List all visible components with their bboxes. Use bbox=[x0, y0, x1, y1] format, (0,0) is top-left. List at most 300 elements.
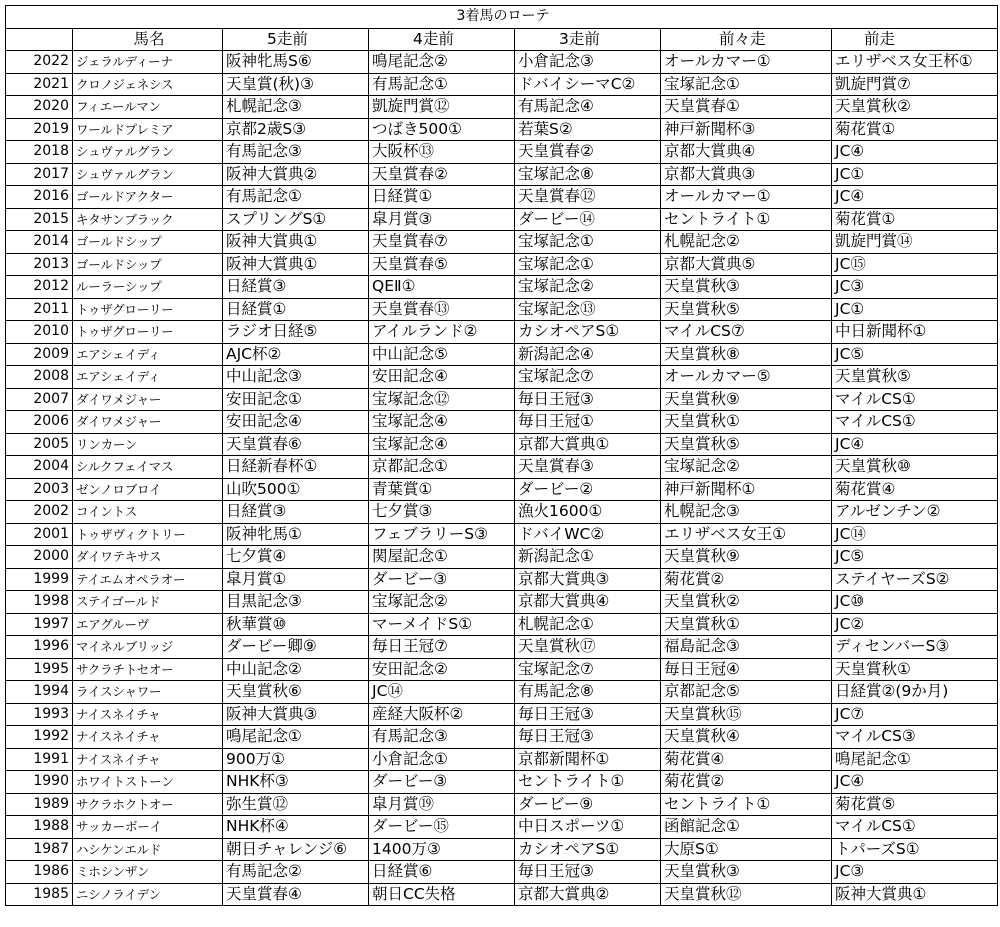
table-row bbox=[6, 298, 998, 321]
sheet-title[interactable]: 3着馬のローテ bbox=[6, 6, 998, 29]
race-last-cell[interactable]: マイルCS① bbox=[832, 388, 998, 411]
race-3-back-cell[interactable]: 京都大賞典② bbox=[515, 883, 661, 906]
race-3-back-cell[interactable]: 京都大賞典③ bbox=[515, 568, 661, 591]
race-last-cell[interactable]: JC⑭ bbox=[832, 523, 998, 546]
race-2-back-cell[interactable]: 天皇賞秋⑨ bbox=[661, 388, 832, 411]
race-2-back-cell[interactable]: 天皇賞秋① bbox=[661, 613, 832, 636]
table-row bbox=[6, 411, 998, 434]
table-row bbox=[6, 163, 998, 186]
header-cell-r3[interactable]: 3走前 bbox=[515, 28, 661, 51]
race-last-cell[interactable]: ディセンバーS③ bbox=[832, 636, 998, 659]
race-4-back-cell[interactable]: つばき500① bbox=[369, 118, 515, 141]
race-4-back-cell[interactable]: 毎日王冠⑦ bbox=[369, 636, 515, 659]
race-2-back-cell[interactable]: 天皇賞秋⑧ bbox=[661, 343, 832, 366]
race-3-back-cell[interactable]: 宝塚記念① bbox=[515, 231, 661, 254]
race-2-back-cell[interactable]: 菊花賞② bbox=[661, 771, 832, 794]
race-last-cell[interactable]: JC⑩ bbox=[832, 591, 998, 614]
race-2-back-cell[interactable]: 天皇賞秋② bbox=[661, 591, 832, 614]
race-last-cell[interactable]: エリザベス女王杯① bbox=[832, 51, 998, 74]
table-row bbox=[6, 546, 998, 569]
race-3-back-cell[interactable]: ダービー② bbox=[515, 478, 661, 501]
year-cell[interactable]: 2019 bbox=[6, 118, 73, 141]
table-row bbox=[6, 343, 998, 366]
race-last-cell[interactable]: JC④ bbox=[832, 771, 998, 794]
race-5-back-cell[interactable]: 安田記念① bbox=[223, 388, 369, 411]
race-3-back-cell[interactable]: 新潟記念④ bbox=[515, 343, 661, 366]
table-row bbox=[6, 613, 998, 636]
race-4-back-cell[interactable]: 日経賞⑥ bbox=[369, 861, 515, 884]
header-cell-horse[interactable]: 馬名 bbox=[73, 28, 223, 51]
race-4-back-cell[interactable]: 天皇賞春② bbox=[369, 163, 515, 186]
race-3-back-cell[interactable]: 中日スポーツ① bbox=[515, 816, 661, 839]
horse-name-cell[interactable]: サクラホクトオー bbox=[73, 793, 223, 816]
race-last-cell[interactable]: 菊花賞④ bbox=[832, 478, 998, 501]
race-4-back-cell[interactable]: ダービー③ bbox=[369, 568, 515, 591]
race-2-back-cell[interactable]: 宝塚記念① bbox=[661, 73, 832, 96]
race-2-back-cell[interactable]: 天皇賞秋⑤ bbox=[661, 433, 832, 456]
table-row bbox=[6, 748, 998, 771]
race-5-back-cell[interactable]: 天皇賞春⑥ bbox=[223, 433, 369, 456]
race-2-back-cell[interactable]: セントライト① bbox=[661, 208, 832, 231]
horse-name-cell[interactable]: トゥザグローリー bbox=[73, 321, 223, 344]
race-4-back-cell[interactable]: 有馬記念③ bbox=[369, 726, 515, 749]
race-4-back-cell[interactable]: ダービー③ bbox=[369, 771, 515, 794]
race-last-cell[interactable]: 凱旋門賞⑭ bbox=[832, 231, 998, 254]
race-5-back-cell[interactable]: 七夕賞④ bbox=[223, 546, 369, 569]
race-4-back-cell[interactable]: QEⅡ① bbox=[369, 276, 515, 299]
race-5-back-cell[interactable]: 鳴尾記念① bbox=[223, 726, 369, 749]
race-3-back-cell[interactable]: ダービー⑭ bbox=[515, 208, 661, 231]
race-3-back-cell[interactable]: 札幌記念① bbox=[515, 613, 661, 636]
race-4-back-cell[interactable]: 宝塚記念④ bbox=[369, 411, 515, 434]
horse-name-cell[interactable]: キタサンブラック bbox=[73, 208, 223, 231]
race-3-back-cell[interactable]: 有馬記念④ bbox=[515, 96, 661, 119]
horse-name-cell[interactable]: コイントス bbox=[73, 501, 223, 524]
table-row bbox=[6, 501, 998, 524]
race-5-back-cell[interactable]: 日経賞③ bbox=[223, 276, 369, 299]
race-5-back-cell[interactable]: 阪神大賞典② bbox=[223, 163, 369, 186]
race-5-back-cell[interactable]: 阪神牝馬① bbox=[223, 523, 369, 546]
year-cell[interactable]: 1994 bbox=[6, 681, 73, 704]
race-3-back-cell[interactable]: 宝塚記念① bbox=[515, 253, 661, 276]
race-5-back-cell[interactable]: 中山記念③ bbox=[223, 366, 369, 389]
horse-name-cell[interactable]: ナイスネイチャ bbox=[73, 703, 223, 726]
race-last-cell[interactable]: マイルCS① bbox=[832, 411, 998, 434]
year-cell[interactable]: 2010 bbox=[6, 321, 73, 344]
year-cell[interactable]: 1993 bbox=[6, 703, 73, 726]
race-2-back-cell[interactable]: 天皇賞秋⑮ bbox=[661, 703, 832, 726]
race-5-back-cell[interactable]: スプリングS① bbox=[223, 208, 369, 231]
race-4-back-cell[interactable]: 皐月賞③ bbox=[369, 208, 515, 231]
horse-name-cell[interactable]: ナイスネイチャ bbox=[73, 726, 223, 749]
race-2-back-cell[interactable]: 京都記念⑤ bbox=[661, 681, 832, 704]
race-4-back-cell[interactable]: 日経賞① bbox=[369, 186, 515, 209]
race-4-back-cell[interactable]: 天皇賞春⑦ bbox=[369, 231, 515, 254]
horse-name-cell[interactable]: ニシノライデン bbox=[73, 883, 223, 906]
race-3-back-cell[interactable]: 毎日王冠③ bbox=[515, 726, 661, 749]
race-3-back-cell[interactable]: 天皇賞春③ bbox=[515, 456, 661, 479]
year-cell[interactable]: 2009 bbox=[6, 343, 73, 366]
race-5-back-cell[interactable]: NHK杯④ bbox=[223, 816, 369, 839]
year-cell[interactable]: 2007 bbox=[6, 388, 73, 411]
race-2-back-cell[interactable]: 神戸新聞杯③ bbox=[661, 118, 832, 141]
year-cell[interactable]: 1987 bbox=[6, 838, 73, 861]
race-last-cell[interactable]: JC① bbox=[832, 163, 998, 186]
header-cell-r2[interactable]: 前々走 bbox=[661, 28, 832, 51]
year-cell[interactable]: 1985 bbox=[6, 883, 73, 906]
race-5-back-cell[interactable]: ラジオ日経⑤ bbox=[223, 321, 369, 344]
race-3-back-cell[interactable]: 京都大賞典① bbox=[515, 433, 661, 456]
horse-name-cell[interactable]: ゴールドシップ bbox=[73, 253, 223, 276]
horse-name-cell[interactable]: ワールドプレミア bbox=[73, 118, 223, 141]
race-2-back-cell[interactable]: 天皇賞秋① bbox=[661, 411, 832, 434]
year-cell[interactable]: 2016 bbox=[6, 186, 73, 209]
race-2-back-cell[interactable]: 天皇賞秋③ bbox=[661, 861, 832, 884]
race-5-back-cell[interactable]: AJC杯② bbox=[223, 343, 369, 366]
race-5-back-cell[interactable]: 朝日チャレンジ⑥ bbox=[223, 838, 369, 861]
race-2-back-cell[interactable]: オールカマー① bbox=[661, 51, 832, 74]
race-5-back-cell[interactable]: 900万① bbox=[223, 748, 369, 771]
race-3-back-cell[interactable]: 毎日王冠① bbox=[515, 411, 661, 434]
race-3-back-cell[interactable]: ドバイWC② bbox=[515, 523, 661, 546]
race-3-back-cell[interactable]: 毎日王冠③ bbox=[515, 861, 661, 884]
year-cell[interactable]: 2004 bbox=[6, 456, 73, 479]
race-4-back-cell[interactable]: 宝塚記念② bbox=[369, 591, 515, 614]
race-3-back-cell[interactable]: 新潟記念① bbox=[515, 546, 661, 569]
race-last-cell[interactable]: 天皇賞秋① bbox=[832, 658, 998, 681]
race-2-back-cell[interactable]: 京都大賞典⑤ bbox=[661, 253, 832, 276]
table-row bbox=[6, 523, 998, 546]
horse-name-cell[interactable]: テイエムオペラオー bbox=[73, 568, 223, 591]
horse-name-cell[interactable]: ハシケンエルド bbox=[73, 838, 223, 861]
race-2-back-cell[interactable]: 菊花賞④ bbox=[661, 748, 832, 771]
year-cell[interactable]: 1995 bbox=[6, 658, 73, 681]
race-5-back-cell[interactable]: 天皇賞秋⑥ bbox=[223, 681, 369, 704]
table-row bbox=[6, 568, 998, 591]
race-4-back-cell[interactable]: 安田記念④ bbox=[369, 366, 515, 389]
horse-name-cell[interactable]: ゴールドシップ bbox=[73, 231, 223, 254]
table-row bbox=[6, 51, 998, 74]
race-3-back-cell[interactable]: カシオペアS① bbox=[515, 838, 661, 861]
race-5-back-cell[interactable]: 京都2歳S③ bbox=[223, 118, 369, 141]
race-5-back-cell[interactable]: 天皇賞(秋)③ bbox=[223, 73, 369, 96]
year-cell[interactable]: 2011 bbox=[6, 298, 73, 321]
race-2-back-cell[interactable]: 京都大賞典④ bbox=[661, 141, 832, 164]
race-2-back-cell[interactable]: 天皇賞春① bbox=[661, 96, 832, 119]
race-4-back-cell[interactable]: 有馬記念① bbox=[369, 73, 515, 96]
year-cell[interactable]: 1999 bbox=[6, 568, 73, 591]
horse-name-cell[interactable]: エアシェイディ bbox=[73, 343, 223, 366]
race-2-back-cell[interactable]: オールカマー① bbox=[661, 186, 832, 209]
year-cell[interactable]: 2021 bbox=[6, 73, 73, 96]
race-4-back-cell[interactable]: 皐月賞⑲ bbox=[369, 793, 515, 816]
year-cell[interactable]: 2008 bbox=[6, 366, 73, 389]
race-5-back-cell[interactable]: 弥生賞⑫ bbox=[223, 793, 369, 816]
horse-name-cell[interactable]: マイネルブリッジ bbox=[73, 636, 223, 659]
race-5-back-cell[interactable]: 阪神大賞典③ bbox=[223, 703, 369, 726]
race-5-back-cell[interactable]: 札幌記念③ bbox=[223, 96, 369, 119]
race-5-back-cell[interactable]: 安田記念④ bbox=[223, 411, 369, 434]
table-row bbox=[6, 478, 998, 501]
race-last-cell[interactable]: JC⑤ bbox=[832, 546, 998, 569]
race-4-back-cell[interactable]: 宝塚記念④ bbox=[369, 433, 515, 456]
race-4-back-cell[interactable]: 京都記念① bbox=[369, 456, 515, 479]
race-3-back-cell[interactable]: 宝塚記念⑧ bbox=[515, 163, 661, 186]
table-row bbox=[6, 793, 998, 816]
header-cell-r1[interactable]: 前走 bbox=[832, 28, 998, 51]
horse-name-cell[interactable]: ダイワメジャー bbox=[73, 411, 223, 434]
race-3-back-cell[interactable]: 漁火1600① bbox=[515, 501, 661, 524]
header-cell-r5[interactable]: 5走前 bbox=[223, 28, 369, 51]
horse-name-cell[interactable]: シュヴァルグラン bbox=[73, 163, 223, 186]
year-cell[interactable]: 2017 bbox=[6, 163, 73, 186]
race-3-back-cell[interactable]: 京都大賞典④ bbox=[515, 591, 661, 614]
horse-name-cell[interactable]: リンカーン bbox=[73, 433, 223, 456]
race-last-cell[interactable]: 天皇賞秋⑤ bbox=[832, 366, 998, 389]
race-2-back-cell[interactable]: マイルCS⑦ bbox=[661, 321, 832, 344]
year-cell[interactable]: 2018 bbox=[6, 141, 73, 164]
race-5-back-cell[interactable]: 阪神牝馬S⑥ bbox=[223, 51, 369, 74]
race-5-back-cell[interactable]: 日経新春杯① bbox=[223, 456, 369, 479]
race-2-back-cell[interactable]: 宝塚記念② bbox=[661, 456, 832, 479]
horse-name-cell[interactable]: トゥザグローリー bbox=[73, 298, 223, 321]
table-row bbox=[6, 321, 998, 344]
race-2-back-cell[interactable]: 毎日王冠④ bbox=[661, 658, 832, 681]
race-3-back-cell[interactable]: 宝塚記念⑬ bbox=[515, 298, 661, 321]
race-2-back-cell[interactable]: 函館記念① bbox=[661, 816, 832, 839]
race-3-back-cell[interactable]: 宝塚記念⑦ bbox=[515, 366, 661, 389]
race-5-back-cell[interactable]: 目黒記念③ bbox=[223, 591, 369, 614]
race-4-back-cell[interactable]: 天皇賞春⑤ bbox=[369, 253, 515, 276]
year-cell[interactable]: 2014 bbox=[6, 231, 73, 254]
race-4-back-cell[interactable]: 大阪杯⑬ bbox=[369, 141, 515, 164]
race-2-back-cell[interactable]: 札幌記念③ bbox=[661, 501, 832, 524]
race-3-back-cell[interactable]: ドバイシーマC② bbox=[515, 73, 661, 96]
race-5-back-cell[interactable]: 有馬記念① bbox=[223, 186, 369, 209]
race-5-back-cell[interactable]: 皐月賞① bbox=[223, 568, 369, 591]
horse-name-cell[interactable]: エアグルーヴ bbox=[73, 613, 223, 636]
horse-name-cell[interactable]: サッカーボーイ bbox=[73, 816, 223, 839]
race-3-back-cell[interactable]: 天皇賞春⑫ bbox=[515, 186, 661, 209]
horse-name-cell[interactable]: シルクフェイマス bbox=[73, 456, 223, 479]
race-5-back-cell[interactable]: ダービー卿⑨ bbox=[223, 636, 369, 659]
race-2-back-cell[interactable]: 福島記念③ bbox=[661, 636, 832, 659]
race-5-back-cell[interactable]: NHK杯③ bbox=[223, 771, 369, 794]
race-4-back-cell[interactable]: 小倉記念① bbox=[369, 748, 515, 771]
race-2-back-cell[interactable]: 札幌記念② bbox=[661, 231, 832, 254]
race-2-back-cell[interactable]: 神戸新聞杯① bbox=[661, 478, 832, 501]
table-row bbox=[6, 771, 998, 794]
year-cell[interactable]: 2002 bbox=[6, 501, 73, 524]
year-cell[interactable]: 2006 bbox=[6, 411, 73, 434]
header-cell-r4[interactable]: 4走前 bbox=[369, 28, 515, 51]
horse-name-cell[interactable]: シュヴァルグラン bbox=[73, 141, 223, 164]
race-last-cell[interactable]: 鳴尾記念① bbox=[832, 748, 998, 771]
horse-name-cell[interactable]: ダイワテキサス bbox=[73, 546, 223, 569]
table-row bbox=[6, 636, 998, 659]
race-last-cell[interactable]: JC② bbox=[832, 613, 998, 636]
race-5-back-cell[interactable]: 有馬記念③ bbox=[223, 141, 369, 164]
race-4-back-cell[interactable]: 七夕賞③ bbox=[369, 501, 515, 524]
race-4-back-cell[interactable]: ダービー⑮ bbox=[369, 816, 515, 839]
race-4-back-cell[interactable]: 産経大阪杯② bbox=[369, 703, 515, 726]
race-last-cell[interactable]: 菊花賞① bbox=[832, 208, 998, 231]
race-last-cell[interactable]: トパーズS① bbox=[832, 838, 998, 861]
horse-name-cell[interactable]: ダイワメジャー bbox=[73, 388, 223, 411]
race-2-back-cell[interactable]: 大原S① bbox=[661, 838, 832, 861]
race-4-back-cell[interactable]: 青葉賞① bbox=[369, 478, 515, 501]
race-last-cell[interactable]: JC① bbox=[832, 298, 998, 321]
race-3-back-cell[interactable]: 有馬記念⑧ bbox=[515, 681, 661, 704]
race-4-back-cell[interactable]: 天皇賞春⑬ bbox=[369, 298, 515, 321]
race-2-back-cell[interactable]: エリザベス女王① bbox=[661, 523, 832, 546]
race-2-back-cell[interactable]: 天皇賞秋⑨ bbox=[661, 546, 832, 569]
race-3-back-cell[interactable]: セントライト① bbox=[515, 771, 661, 794]
horse-name-cell[interactable]: ゴールドアクター bbox=[73, 186, 223, 209]
race-5-back-cell[interactable]: 阪神大賞典① bbox=[223, 253, 369, 276]
race-last-cell[interactable]: 天皇賞秋② bbox=[832, 96, 998, 119]
year-cell[interactable]: 2022 bbox=[6, 51, 73, 74]
horse-name-cell[interactable]: クロノジェネシス bbox=[73, 73, 223, 96]
race-last-cell[interactable]: 日経賞②(9か月) bbox=[832, 681, 998, 704]
race-4-back-cell[interactable]: マーメイドS① bbox=[369, 613, 515, 636]
race-4-back-cell[interactable]: 中山記念⑤ bbox=[369, 343, 515, 366]
race-5-back-cell[interactable]: 阪神大賞典① bbox=[223, 231, 369, 254]
race-5-back-cell[interactable]: 秋華賞⑩ bbox=[223, 613, 369, 636]
race-3-back-cell[interactable]: 天皇賞春② bbox=[515, 141, 661, 164]
race-2-back-cell[interactable]: セントライト① bbox=[661, 793, 832, 816]
race-last-cell[interactable]: JC⑤ bbox=[832, 343, 998, 366]
table-row bbox=[6, 208, 998, 231]
race-2-back-cell[interactable]: 天皇賞秋⑤ bbox=[661, 298, 832, 321]
table-row bbox=[6, 861, 998, 884]
race-4-back-cell[interactable]: アイルランド② bbox=[369, 321, 515, 344]
year-cell[interactable]: 2015 bbox=[6, 208, 73, 231]
horse-name-cell[interactable]: ホワイトストーン bbox=[73, 771, 223, 794]
race-4-back-cell[interactable]: 1400万③ bbox=[369, 838, 515, 861]
table-row bbox=[6, 276, 998, 299]
table-row bbox=[6, 658, 998, 681]
horse-name-cell[interactable]: ゼンノロブロイ bbox=[73, 478, 223, 501]
race-3-back-cell[interactable]: 宝塚記念⑦ bbox=[515, 658, 661, 681]
race-4-back-cell[interactable]: 朝日CC失格 bbox=[369, 883, 515, 906]
race-3-back-cell[interactable]: 若葉S② bbox=[515, 118, 661, 141]
year-cell[interactable]: 1989 bbox=[6, 793, 73, 816]
race-4-back-cell[interactable]: JC⑭ bbox=[369, 681, 515, 704]
race-2-back-cell[interactable]: 菊花賞② bbox=[661, 568, 832, 591]
year-cell[interactable]: 2012 bbox=[6, 276, 73, 299]
race-last-cell[interactable]: JC⑦ bbox=[832, 703, 998, 726]
race-3-back-cell[interactable]: 小倉記念③ bbox=[515, 51, 661, 74]
year-cell[interactable]: 2001 bbox=[6, 523, 73, 546]
race-2-back-cell[interactable]: 天皇賞秋⑫ bbox=[661, 883, 832, 906]
race-last-cell[interactable]: 菊花賞① bbox=[832, 118, 998, 141]
table-row bbox=[6, 703, 998, 726]
race-last-cell[interactable]: マイルCS① bbox=[832, 816, 998, 839]
race-5-back-cell[interactable]: 中山記念② bbox=[223, 658, 369, 681]
table-row bbox=[6, 366, 998, 389]
race-5-back-cell[interactable]: 山吹500① bbox=[223, 478, 369, 501]
race-4-back-cell[interactable]: フェブラリーS③ bbox=[369, 523, 515, 546]
year-cell[interactable]: 2003 bbox=[6, 478, 73, 501]
race-last-cell[interactable]: 中日新聞杯① bbox=[832, 321, 998, 344]
race-last-cell[interactable]: アルゼンチン② bbox=[832, 501, 998, 524]
race-2-back-cell[interactable]: 天皇賞秋④ bbox=[661, 726, 832, 749]
horse-name-cell[interactable]: ルーラーシップ bbox=[73, 276, 223, 299]
race-last-cell[interactable]: ステイヤーズS② bbox=[832, 568, 998, 591]
year-cell[interactable]: 1998 bbox=[6, 591, 73, 614]
table-row bbox=[6, 118, 998, 141]
race-3-back-cell[interactable]: 宝塚記念② bbox=[515, 276, 661, 299]
horse-name-cell[interactable]: ステイゴールド bbox=[73, 591, 223, 614]
horse-name-cell[interactable]: サクラチトセオー bbox=[73, 658, 223, 681]
horse-name-cell[interactable]: ナイスネイチャ bbox=[73, 748, 223, 771]
year-cell[interactable]: 1988 bbox=[6, 816, 73, 839]
year-cell[interactable]: 2020 bbox=[6, 96, 73, 119]
year-cell[interactable]: 2013 bbox=[6, 253, 73, 276]
race-3-back-cell[interactable]: 京都新聞杯① bbox=[515, 748, 661, 771]
race-4-back-cell[interactable]: 安田記念② bbox=[369, 658, 515, 681]
header-row bbox=[6, 28, 998, 51]
horse-name-cell[interactable]: ミホシンザン bbox=[73, 861, 223, 884]
race-last-cell[interactable]: 菊花賞⑤ bbox=[832, 793, 998, 816]
race-last-cell[interactable]: JC③ bbox=[832, 276, 998, 299]
race-last-cell[interactable]: JC③ bbox=[832, 861, 998, 884]
year-cell[interactable]: 2000 bbox=[6, 546, 73, 569]
race-3-back-cell[interactable]: 毎日王冠③ bbox=[515, 703, 661, 726]
horse-name-cell[interactable]: エアシェイディ bbox=[73, 366, 223, 389]
year-cell[interactable]: 1997 bbox=[6, 613, 73, 636]
year-cell[interactable]: 1996 bbox=[6, 636, 73, 659]
race-last-cell[interactable]: JC④ bbox=[832, 433, 998, 456]
horse-name-cell[interactable]: ライスシャワー bbox=[73, 681, 223, 704]
race-5-back-cell[interactable]: 日経賞① bbox=[223, 298, 369, 321]
race-4-back-cell[interactable]: 宝塚記念⑫ bbox=[369, 388, 515, 411]
year-cell[interactable]: 1991 bbox=[6, 748, 73, 771]
year-cell[interactable]: 1986 bbox=[6, 861, 73, 884]
race-2-back-cell[interactable]: オールカマー⑤ bbox=[661, 366, 832, 389]
race-3-back-cell[interactable]: 天皇賞秋⑰ bbox=[515, 636, 661, 659]
table-row bbox=[6, 591, 998, 614]
race-3-back-cell[interactable]: ダービー⑨ bbox=[515, 793, 661, 816]
race-3-back-cell[interactable]: 毎日王冠③ bbox=[515, 388, 661, 411]
race-5-back-cell[interactable]: 日経賞③ bbox=[223, 501, 369, 524]
race-2-back-cell[interactable]: 京都大賞典③ bbox=[661, 163, 832, 186]
race-last-cell[interactable]: JC⑮ bbox=[832, 253, 998, 276]
race-3-back-cell[interactable]: カシオペアS① bbox=[515, 321, 661, 344]
race-last-cell[interactable]: 凱旋門賞⑦ bbox=[832, 73, 998, 96]
horse-name-cell[interactable]: トゥザヴィクトリー bbox=[73, 523, 223, 546]
year-cell[interactable]: 1990 bbox=[6, 771, 73, 794]
table-row bbox=[6, 253, 998, 276]
race-last-cell[interactable]: JC④ bbox=[832, 186, 998, 209]
horse-name-cell[interactable]: フィエールマン bbox=[73, 96, 223, 119]
race-last-cell[interactable]: JC④ bbox=[832, 141, 998, 164]
year-cell[interactable]: 1992 bbox=[6, 726, 73, 749]
race-5-back-cell[interactable]: 天皇賞春④ bbox=[223, 883, 369, 906]
horse-name-cell[interactable]: ジェラルディーナ bbox=[73, 51, 223, 74]
header-cell-blank[interactable] bbox=[6, 28, 73, 51]
race-4-back-cell[interactable]: 関屋記念① bbox=[369, 546, 515, 569]
year-cell[interactable]: 2005 bbox=[6, 433, 73, 456]
race-2-back-cell[interactable]: 天皇賞秋③ bbox=[661, 276, 832, 299]
race-4-back-cell[interactable]: 鳴尾記念② bbox=[369, 51, 515, 74]
race-last-cell[interactable]: 阪神大賞典① bbox=[832, 883, 998, 906]
race-5-back-cell[interactable]: 有馬記念② bbox=[223, 861, 369, 884]
race-4-back-cell[interactable]: 凱旋門賞⑫ bbox=[369, 96, 515, 119]
race-last-cell[interactable]: マイルCS③ bbox=[832, 726, 998, 749]
race-last-cell[interactable]: 天皇賞秋⑩ bbox=[832, 456, 998, 479]
